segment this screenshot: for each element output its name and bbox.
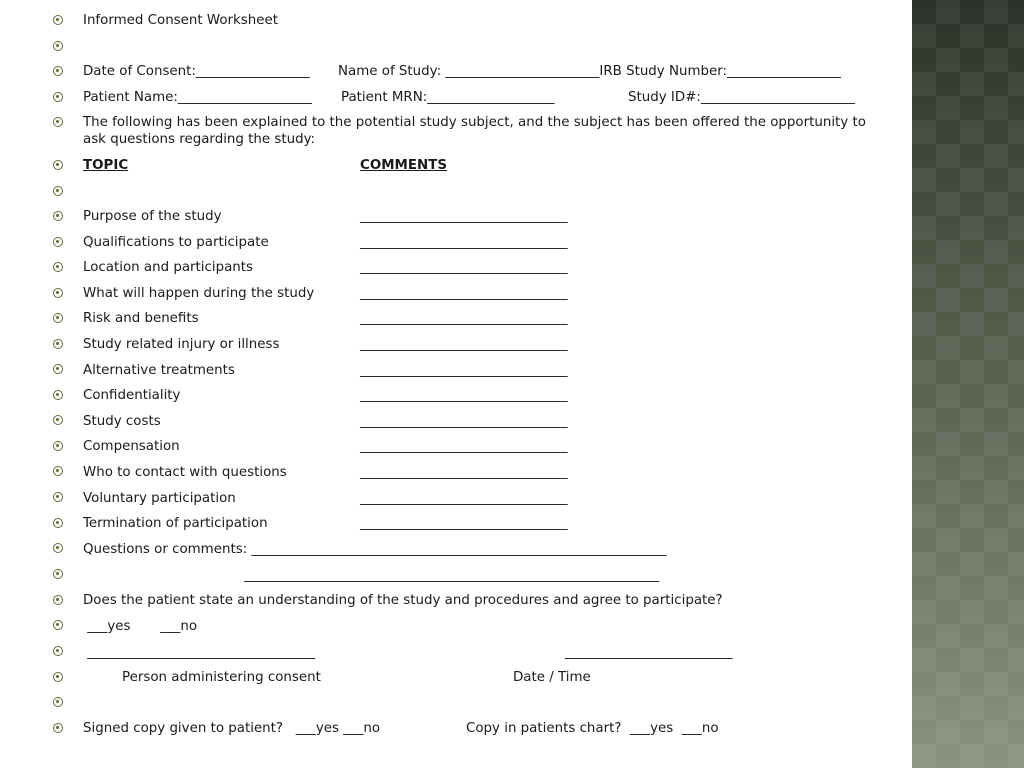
- understanding-question: Does the patient state an understanding of the study and procedures and agree to participate?: [83, 593, 723, 608]
- date-time-line[interactable]: _________________________: [565, 645, 733, 660]
- topic-header: TOPIC: [83, 158, 129, 173]
- bullet-icon: [53, 92, 63, 102]
- questions-comments-field[interactable]: Questions or comments: ______________________________________________________________: [83, 542, 667, 557]
- comment-line[interactable]: _______________________________: [360, 439, 568, 455]
- intro-paragraph: The following has been explained to the potential study subject, and the subject has been offered the opportunity to ask questions regarding the study:: [83, 115, 866, 147]
- comments-header: COMMENTS: [360, 158, 447, 173]
- person-administering-label: Person administering consent: [122, 670, 321, 685]
- study-id-field[interactable]: Study ID#:_______________________: [628, 90, 855, 105]
- topic-label: Who to contact with questions: [83, 465, 287, 480]
- bullet-icon: [53, 620, 63, 630]
- bullet-icon: [53, 672, 63, 682]
- bullet-icon: [53, 288, 63, 298]
- topic-label: What will happen during the study: [83, 285, 315, 301]
- copy-in-chart-field[interactable]: Copy in patients chart? ___yes ___no: [466, 721, 719, 736]
- bullet-icon: [53, 339, 63, 349]
- bullet-icon: [53, 41, 63, 51]
- bullet-icon: [53, 441, 63, 451]
- topic-label: Study costs: [83, 413, 161, 429]
- topic-label: Termination of participation: [83, 516, 268, 532]
- topic-label: Confidentiality: [83, 388, 181, 404]
- topic-label: Voluntary participation: [83, 490, 236, 506]
- bullet-icon: [53, 15, 63, 25]
- worksheet-title: Informed Consent Worksheet: [83, 13, 278, 28]
- comment-line[interactable]: _______________________________: [360, 362, 568, 378]
- comment-line[interactable]: _______________________________: [360, 388, 568, 404]
- signed-copy-field[interactable]: Signed copy given to patient? ___yes ___no: [83, 721, 381, 736]
- bullet-icon: [53, 518, 63, 528]
- topic-label: Compensation: [83, 439, 180, 455]
- comment-line[interactable]: _______________________________: [360, 234, 568, 250]
- patient-name-field[interactable]: Patient Name:____________________: [83, 90, 312, 105]
- date-of-consent-field[interactable]: Date of Consent:_________________: [83, 64, 310, 79]
- name-of-study-field[interactable]: Name of Study: _______________________IRB Study Number:_________________: [338, 64, 841, 79]
- bullet-icon: [53, 262, 63, 272]
- bullet-icon: [53, 415, 63, 425]
- bullet-icon: [53, 313, 63, 323]
- date-time-label: Date / Time: [513, 670, 591, 685]
- topic-label: Study related injury or illness: [83, 337, 280, 352]
- bullet-icon: [53, 723, 63, 733]
- comment-line[interactable]: _______________________________: [360, 516, 568, 532]
- decorative-side-panel: [912, 0, 1024, 768]
- yes-no-agree[interactable]: ___yes ___no: [83, 619, 198, 634]
- topic-label: Qualifications to participate: [83, 234, 269, 250]
- comment-line[interactable]: _______________________________: [360, 209, 568, 224]
- topic-label: Risk and benefits: [83, 311, 199, 327]
- bullet-icon: [53, 160, 63, 170]
- bullet-icon: [53, 186, 63, 196]
- comment-line[interactable]: _______________________________: [360, 465, 568, 480]
- bullet-icon: [53, 466, 63, 476]
- bullet-icon: [53, 364, 63, 374]
- comment-line[interactable]: _______________________________: [360, 337, 568, 352]
- comment-line[interactable]: _______________________________: [360, 413, 568, 429]
- topic-label: Alternative treatments: [83, 362, 235, 378]
- comment-line[interactable]: _______________________________: [360, 311, 568, 327]
- topic-label: Location and participants: [83, 260, 254, 276]
- bullet-icon: [53, 543, 63, 553]
- bullet-icon: [53, 595, 63, 605]
- bullet-icon: [53, 237, 63, 247]
- bullet-icon: [53, 117, 63, 127]
- signature-line[interactable]: __________________________________: [83, 645, 315, 660]
- comment-line[interactable]: _______________________________: [360, 260, 568, 276]
- patient-mrn-field[interactable]: Patient MRN:___________________: [341, 90, 555, 105]
- comment-line[interactable]: _______________________________: [360, 285, 568, 301]
- bullet-icon: [53, 646, 63, 656]
- bullet-icon: [53, 569, 63, 579]
- bullet-icon: [53, 390, 63, 400]
- bullet-icon: [53, 492, 63, 502]
- bullet-icon: [53, 211, 63, 221]
- bullet-icon: [53, 697, 63, 707]
- topic-label: Purpose of the study: [83, 209, 222, 224]
- bullet-icon: [53, 66, 63, 76]
- comment-line[interactable]: _______________________________: [360, 490, 568, 506]
- questions-comments-line-2[interactable]: ______________________________________________________________: [244, 568, 660, 583]
